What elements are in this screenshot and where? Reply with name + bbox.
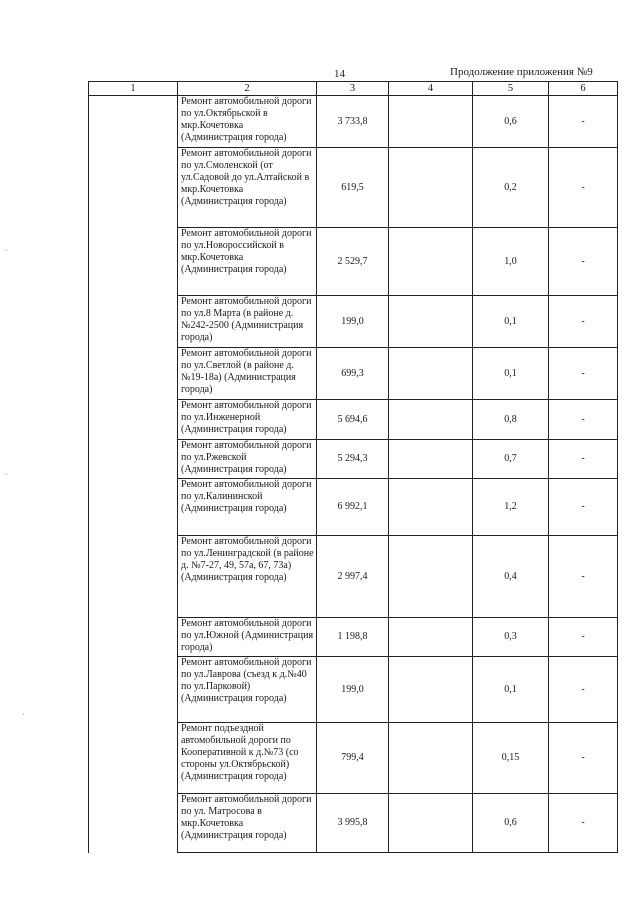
column-header: 5: [473, 82, 549, 96]
column6-cell: -: [549, 657, 618, 723]
length-cell: 0,15: [473, 723, 549, 794]
length-cell: 0,1: [473, 296, 549, 348]
column4-cell: [389, 794, 473, 853]
row-number-cell: [89, 96, 178, 853]
column4-cell: [389, 723, 473, 794]
column4-cell: [389, 296, 473, 348]
length-cell: 0,8: [473, 400, 549, 440]
amount-cell: 6 992,1: [317, 479, 389, 536]
work-description-cell: Ремонт автомобильной дороги по ул.Инженерной (Администрация города): [178, 400, 317, 440]
amount-cell: 199,0: [317, 657, 389, 723]
length-cell: 0,3: [473, 618, 549, 657]
column4-cell: [389, 440, 473, 479]
length-cell: 0,7: [473, 440, 549, 479]
column4-cell: [389, 348, 473, 400]
work-description-cell: Ремонт автомобильной дороги по ул.Ржевской (Администрация города): [178, 440, 317, 479]
work-description-cell: Ремонт автомобильной дороги по ул.Калининской (Администрация города): [178, 479, 317, 536]
column6-cell: -: [549, 228, 618, 296]
column4-cell: [389, 479, 473, 536]
page-number: 14: [334, 68, 345, 80]
work-description-cell: Ремонт автомобильной дороги по ул.Октябрьской в мкр.Кочетовка (Администрация города): [178, 96, 317, 148]
column4-cell: [389, 228, 473, 296]
length-cell: 0,1: [473, 348, 549, 400]
table-body: [89, 82, 618, 853]
amount-cell: 3 733,8: [317, 96, 389, 148]
column4-cell: [389, 96, 473, 148]
length-cell: 0,4: [473, 536, 549, 618]
column-header: 4: [389, 82, 473, 96]
column4-cell: [389, 536, 473, 618]
amount-cell: 699,3: [317, 348, 389, 400]
work-description-cell: Ремонт автомобильной дороги по ул.Новороссийской в мкр.Кочетовка (Администрация города): [178, 228, 317, 296]
amount-cell: 1 198,8: [317, 618, 389, 657]
continuation-label: Продолжение приложения №9: [450, 66, 593, 78]
column-header-row: [89, 82, 618, 96]
work-description-cell: Ремонт автомобильной дороги по ул. Матросова в мкр.Кочетовка (Администрация города): [178, 794, 317, 853]
column6-cell: -: [549, 296, 618, 348]
column6-cell: -: [549, 618, 618, 657]
column6-cell: -: [549, 348, 618, 400]
length-cell: 0,6: [473, 96, 549, 148]
scan-mark: ·: [5, 246, 8, 255]
column4-cell: [389, 400, 473, 440]
work-description-cell: Ремонт автомобильной дороги по ул.Южной (Администрация города): [178, 618, 317, 657]
work-description-cell: Ремонт подъездной автомобильной дороги по Кооперативной к д.№73 (со стороны ул.Октябрьской) (Администрация города): [178, 723, 317, 794]
amount-cell: 3 995,8: [317, 794, 389, 853]
table-row: [89, 96, 618, 148]
column-header: 6: [549, 82, 618, 96]
length-cell: 1,2: [473, 479, 549, 536]
length-cell: 0,2: [473, 148, 549, 228]
column6-cell: -: [549, 440, 618, 479]
column4-cell: [389, 618, 473, 657]
amount-cell: 619,5: [317, 148, 389, 228]
column-header: 3: [317, 82, 389, 96]
amount-cell: 5 694,6: [317, 400, 389, 440]
column6-cell: -: [549, 96, 618, 148]
length-cell: 0,1: [473, 657, 549, 723]
work-description-cell: Ремонт автомобильной дороги по ул.Смоленской (от ул.Садовой до ул.Алтайской в мкр.Кочетовка (Администрация города): [178, 148, 317, 228]
work-description-cell: Ремонт автомобильной дороги по ул.Светлой (в районе д.№19-18а) (Администрация города): [178, 348, 317, 400]
length-cell: 0,6: [473, 794, 549, 853]
column-header: 1: [89, 82, 178, 96]
work-description-cell: Ремонт автомобильной дороги по ул.Лаврова (съезд к д.№40 по ул.Парковой) (Администрация города): [178, 657, 317, 723]
column4-cell: [389, 148, 473, 228]
amount-cell: 799,4: [317, 723, 389, 794]
amount-cell: 199,0: [317, 296, 389, 348]
scan-mark: ·: [22, 710, 25, 719]
work-description-cell: Ремонт автомобильной дороги по ул.Ленинградской (в районе д. №7-27, 49, 57а, 67, 73а) (Администрация города): [178, 536, 317, 618]
column6-cell: -: [549, 723, 618, 794]
length-cell: 1,0: [473, 228, 549, 296]
amount-cell: 2 529,7: [317, 228, 389, 296]
column-header: 2: [178, 82, 317, 96]
column6-cell: -: [549, 794, 618, 853]
column4-cell: [389, 657, 473, 723]
amount-cell: 2 997,4: [317, 536, 389, 618]
column6-cell: -: [549, 479, 618, 536]
column6-cell: -: [549, 536, 618, 618]
scan-mark: ·: [5, 470, 8, 479]
appendix-table: [88, 81, 618, 853]
work-description-cell: Ремонт автомобильной дороги по ул.8 Марта (в районе д.№242-2500 (Администрация города): [178, 296, 317, 348]
amount-cell: 5 294,3: [317, 440, 389, 479]
column6-cell: -: [549, 148, 618, 228]
column6-cell: -: [549, 400, 618, 440]
